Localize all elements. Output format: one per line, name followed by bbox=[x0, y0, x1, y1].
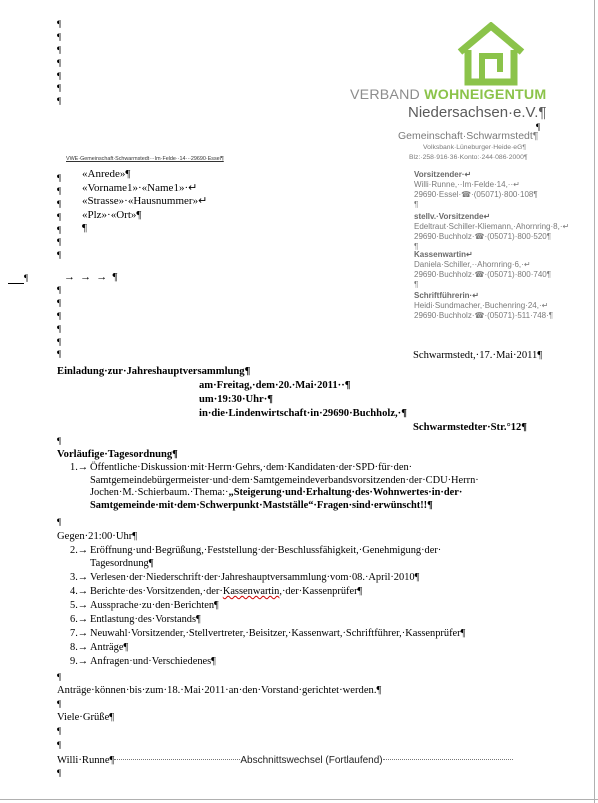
sidebar-paragraph-mark: ¶ bbox=[536, 122, 541, 132]
empty-paragraph-mark: ¶ bbox=[57, 699, 62, 709]
empty-paragraph-mark: ¶ bbox=[57, 726, 62, 736]
signature-name: Willi·Runne¶ Abschnittswechsel (Fortlaufend) bbox=[57, 754, 513, 767]
meeting-time: um·19:30·Uhr·¶ bbox=[199, 394, 273, 405]
sidebar-community: Gemeinschaft·Schwarmstedt¶ bbox=[398, 130, 539, 142]
empty-paragraph-mark: ¶ bbox=[57, 740, 62, 750]
letter-date: Schwarmstedt,·17.·Mai·2011¶ bbox=[413, 350, 543, 361]
page-bottom-edge bbox=[0, 799, 598, 800]
empty-paragraph-mark: ¶ bbox=[57, 672, 62, 682]
empty-paragraph-mark: ¶ bbox=[57, 768, 62, 778]
address-paragraph-marks: ¶ ¶ ¶ ¶ ¶ ¶ ¶ bbox=[57, 173, 62, 261]
agenda-title: Vorläufige·Tagesordnung¶ bbox=[57, 449, 178, 460]
agenda-item-7: 7.→ Neuwahl·Vorsitzender,·Stellvertreter,·Beisitzer,·Kassenwart,·Schriftführer,·Kassenprüfer¶ bbox=[70, 628, 466, 639]
section-break-marker: Abschnittswechsel (Fortlaufend) bbox=[240, 755, 383, 766]
tab-marks-line: → → → ¶ bbox=[64, 271, 119, 283]
sidebar-account: Blz:·258·916·36·Konto:·244·086·2000¶ bbox=[409, 154, 528, 161]
agenda-item-8: 8.→ Anträge¶ bbox=[70, 642, 129, 653]
agenda-item-6: 6.→ Entlastung·des·Vorstands¶ bbox=[70, 614, 201, 625]
address-salutation-field: «Anrede»¶ bbox=[82, 168, 131, 180]
page-right-edge bbox=[594, 0, 595, 803]
meeting-place: in·die·Lindenwirtschaft·in·29690·Buchholz,·¶ bbox=[199, 408, 407, 419]
logo-wordmark: VERBAND WOHNEIGENTUM bbox=[350, 87, 547, 103]
address-empty-paragraph: ¶ bbox=[82, 222, 87, 234]
agenda-item-3: 3.→ Verlesen·der·Niederschrift·der·Jahreshauptversammlung·vom·08.·April·2010¶ bbox=[70, 572, 420, 583]
fold-mark bbox=[8, 283, 24, 284]
agenda-item-9: 9.→ Anfragen·und·Verschiedenes¶ bbox=[70, 656, 216, 667]
sidebar-contact-secretary: Schriftführerin·↵ Heidi·Sundmacher,·Buchenring·24,·↵ 29690·Buchholz·☎·(05071)·511·748·¶ bbox=[414, 291, 554, 321]
fold-mark-pilcrow: ¶ bbox=[24, 273, 29, 283]
house-logo-icon bbox=[456, 22, 526, 86]
letter-subject: Einladung·zur·Jahreshauptversammlung¶ bbox=[57, 366, 251, 377]
empty-paragraph-marks-top: ¶ ¶ ¶ ¶ ¶ ¶ ¶ bbox=[57, 19, 62, 107]
closing-greeting: Viele·Grüße¶ bbox=[57, 712, 115, 723]
agenda-time-note: Gegen·21:00·Uhr¶ bbox=[57, 531, 138, 542]
logo-region: Niedersachsen·e.V.¶ bbox=[408, 104, 547, 121]
agenda-item-5: 5.→ Aussprache·zu·den·Berichten¶ bbox=[70, 600, 219, 611]
empty-paragraph-mark: ¶ bbox=[57, 436, 62, 446]
address-city-field: «Plz»·«Ort»¶ bbox=[82, 208, 142, 221]
meeting-street: Schwarmstedter·Str.°12¶ bbox=[413, 422, 528, 433]
address-name-field: «Vorname1»·«Name1»·↵ bbox=[82, 181, 198, 194]
sidebar-contact-treasurer: Kassenwartin↵ Daniela·Schiller,··Ahornring·6,·↵ 29690·Buchholz·☎·(05071)·800·740¶ ¶ bbox=[414, 250, 552, 290]
sender-return-address: VWE·Gemeinschaft·Schwarmstedt···Im·Felde··14···29690·Essel¶ bbox=[66, 156, 224, 162]
agenda-item-2: 2.→ Eröffnung·und·Begrüßung,·Feststellung·der·Beschlussfähigkeit,·Genehmigung·der· Tagesordnung¶ bbox=[70, 545, 442, 569]
sidebar-contact-chairman: Vorsitzender·↵ Willi·Runne,··Im·Felde·14,··↵ 29690·Essel·☎·(05071)·800·108¶ ¶ bbox=[414, 170, 538, 210]
empty-paragraph-mark: ¶ bbox=[57, 517, 62, 527]
deadline-note: Anträge·können·bis·zum·18.·Mai·2011·an·den·Vorstand·gerichtet·werden.¶ bbox=[57, 685, 382, 696]
agenda-item-1: 1.→ Öffentliche·Diskussion·mit·Herrn·Gehrs,·dem·Kandidaten·der·SPD·für·den· Samtgemeindebürgermeister·und·dem·Samtgemeindeverbandsvorsitzenden·der·CDU·Herrn· Jochen·M.·Schierbaum.·Thema:·„Steigerung·und·Erhaltung·des·Wohnwertes·in·der· Samtgemeinde·mit·dem·Schwerpunkt·Mastställe“·Fragen·sind·erwünscht!!¶ bbox=[70, 462, 479, 511]
recipient-address-block bbox=[82, 168, 207, 236]
address-street-field: «Strasse»·«Hausnummer»↵ bbox=[82, 195, 208, 207]
agenda-item-4: 4.→ Berichte·des·Vorsitzenden,·der·Kassenwartin,·der·Kassenprüfer¶ bbox=[70, 586, 363, 597]
sidebar-bank: Volksbank·Lüneburger·Heide·eG¶ bbox=[423, 144, 527, 151]
spacer-paragraph-marks: ¶ ¶ ¶ ¶ ¶ ¶ bbox=[57, 285, 62, 360]
sidebar-contact-deputy: stellv.·Vorsitzende↵ Edeltraut·Schiller-Kliemann,·Ahornring·8,·↵ 29690·Buchholz·☎·(05071)·800·520¶ ¶ bbox=[414, 212, 570, 252]
meeting-date: am·Freitag,·dem·20.·Mai·2011··¶ bbox=[199, 380, 351, 391]
